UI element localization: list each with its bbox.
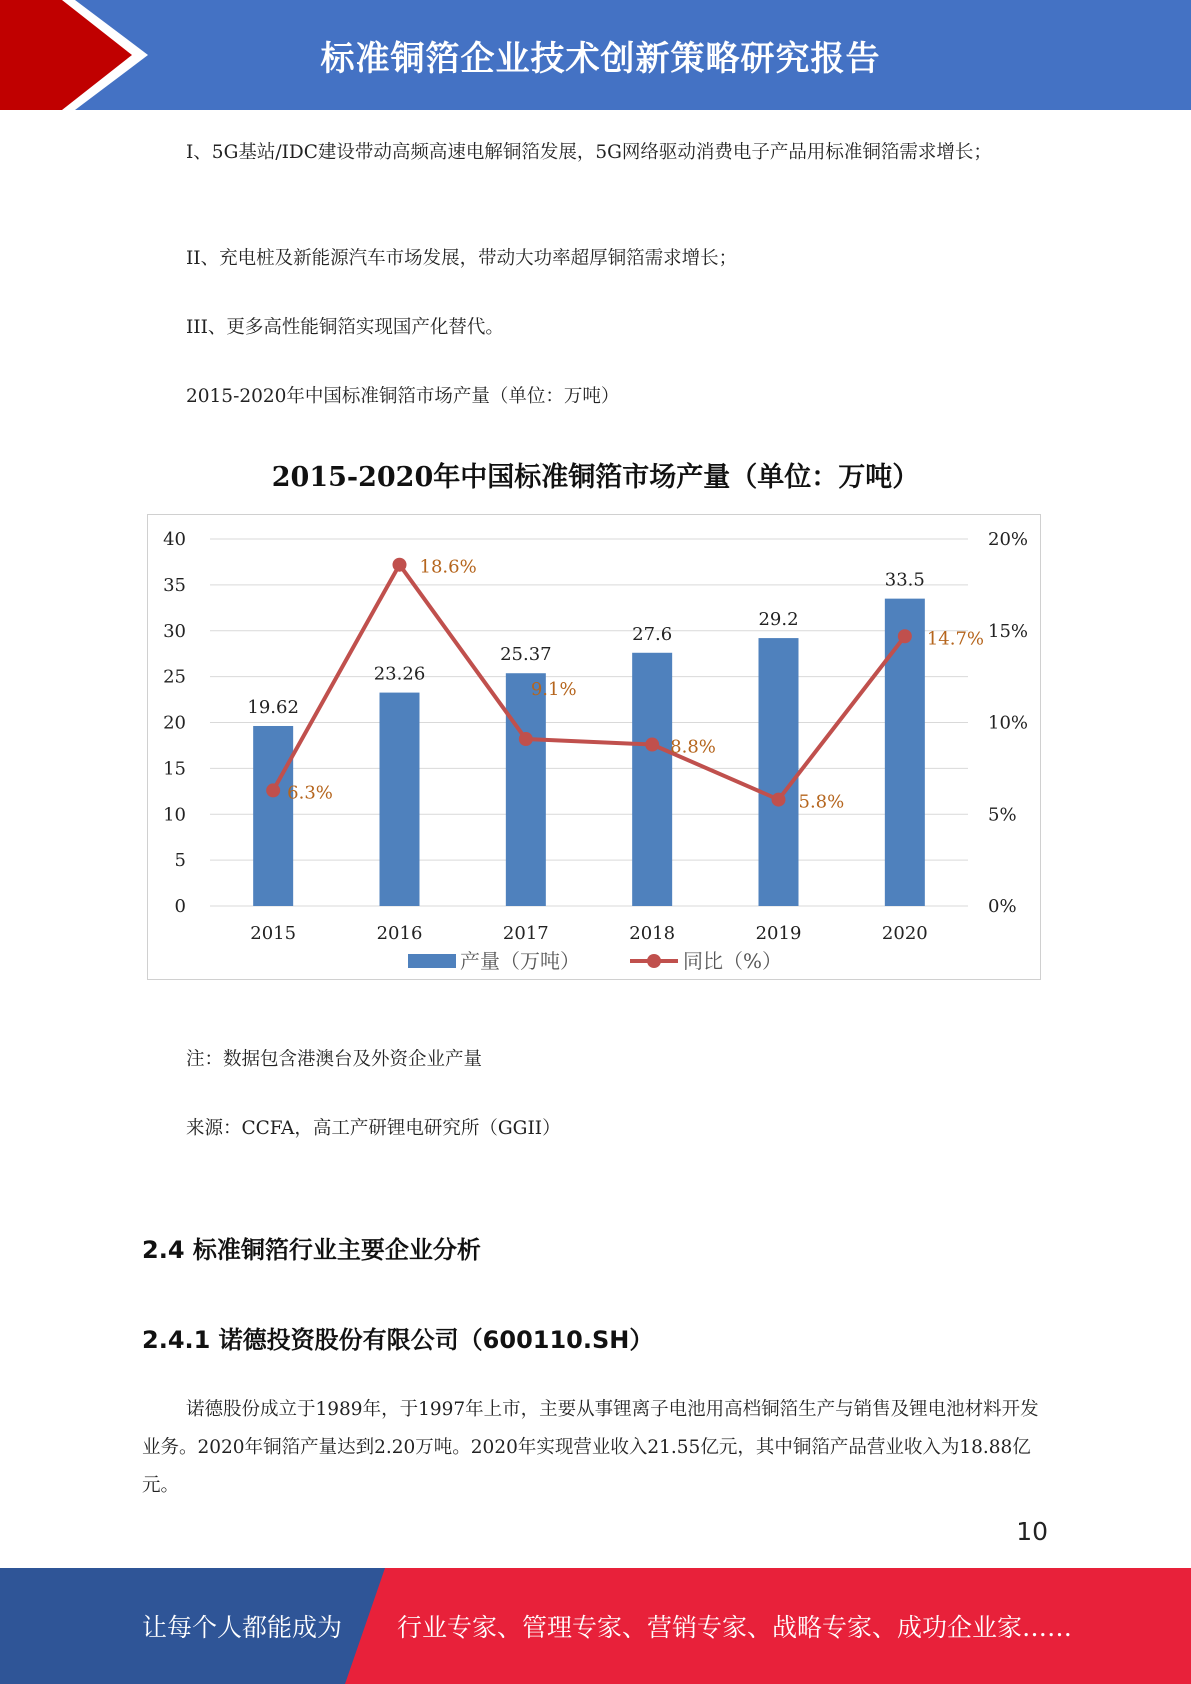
bar-value-label: 23.26: [373, 663, 426, 685]
legend-line-marker: [647, 954, 661, 968]
growth-point: [393, 558, 407, 572]
bar-value-label: 25.37: [500, 644, 552, 666]
chart-svg: [148, 515, 1042, 981]
paragraph-5g: I、5G基站/IDC建设带动高频高速电解铜箔发展，5G网络驱动消费电子产品用标准铜箔需求增长；: [186, 142, 992, 163]
x-tick-label: 2017: [502, 923, 549, 944]
legend-bar-label: 产量（万吨）: [460, 949, 580, 973]
growth-value-label: 9.1%: [530, 679, 577, 701]
y2-tick-label: 5%: [988, 804, 1017, 826]
y2-tick-label: 15%: [988, 620, 1029, 642]
growth-point: [266, 783, 280, 797]
growth-value-label: 14.7%: [926, 628, 985, 650]
x-tick-label: 2018: [629, 923, 676, 944]
paragraph-company: 诺德股份成立于1989年，于1997年上市，主要从事锂离子电池用高档铜箔生产与销售及锂电池材料开发业务。2020年铜箔产量达到2.20万吨。2020年实现营业收入21.55亿元，其中铜箔产品营业收入为18.88亿元。: [142, 1399, 1039, 1496]
bar-value-label: 27.6: [632, 623, 673, 645]
bar: [759, 638, 799, 906]
y-tick-label: 0: [174, 896, 186, 917]
bar: [380, 693, 420, 906]
growth-value-label: 8.8%: [670, 736, 716, 758]
bar-value-label: 19.62: [247, 696, 299, 718]
paragraph-localization: III、更多高性能铜箔实现国产化替代。: [186, 317, 504, 338]
y2-tick-label: 0%: [988, 896, 1017, 917]
header-title: 标准铜箔企业技术创新策略研究报告: [320, 38, 881, 79]
chart-note: 注：数据包含港澳台及外资企业产量: [186, 1049, 483, 1070]
chart-title: 2015-2020年中国标准铜箔市场产量（单位：万吨）: [271, 462, 920, 493]
x-tick-label: 2016: [376, 923, 423, 944]
section-heading: 2.4 标准铜箔行业主要企业分析: [142, 1236, 481, 1264]
growth-value-label: 5.8%: [798, 791, 845, 813]
x-tick-label: 2020: [881, 923, 928, 944]
page-footer: [0, 1568, 1191, 1684]
y-tick-label: 15: [163, 758, 186, 780]
y-tick-label: 25: [163, 666, 186, 688]
y2-tick-label: 10%: [988, 712, 1029, 734]
bar: [506, 673, 546, 906]
footer-slogan-right: 行业专家、管理专家、营销专家、战略专家、成功企业家……: [397, 1613, 1073, 1642]
legend-line-label: 同比（%）: [683, 949, 783, 973]
bar-value-label: 33.5: [884, 569, 925, 591]
y-tick-label: 40: [163, 529, 186, 550]
growth-point: [519, 732, 533, 746]
page-header: [0, 0, 1191, 110]
legend-bar-swatch: [408, 954, 456, 968]
y2-tick-label: 20%: [988, 529, 1029, 550]
bar: [253, 726, 293, 906]
growth-point: [772, 793, 786, 807]
growth-value-label: 6.3%: [287, 782, 333, 804]
y-tick-label: 30: [163, 620, 186, 642]
y-tick-label: 35: [163, 574, 186, 596]
bar: [632, 653, 672, 906]
page-number: 10: [1016, 1517, 1048, 1546]
x-tick-label: 2015: [250, 923, 297, 944]
y-tick-label: 20: [163, 712, 186, 734]
bar-value-label: 29.2: [758, 609, 799, 631]
growth-line: [273, 565, 905, 800]
paragraph-chart-caption: 2015-2020年中国标准铜箔市场产量（单位：万吨）: [186, 386, 620, 407]
y-tick-label: 5: [174, 850, 186, 872]
footer-slogan-left: 让每个人都能成为: [142, 1613, 343, 1642]
growth-value-label: 18.6%: [419, 556, 477, 578]
chart-source: 来源：CCFA，高工产研锂电研究所（GGII）: [186, 1118, 561, 1139]
growth-point: [898, 629, 912, 643]
subsection-heading: 2.4.1 诺德投资股份有限公司（600110.SH）: [142, 1326, 654, 1354]
paragraph-charging: II、充电桩及新能源汽车市场发展，带动大功率超厚铜箔需求增长；: [186, 248, 738, 269]
bar: [885, 599, 925, 906]
production-chart: [147, 514, 1041, 980]
y-tick-label: 10: [163, 804, 186, 826]
growth-point: [645, 738, 659, 752]
x-tick-label: 2019: [755, 923, 802, 944]
